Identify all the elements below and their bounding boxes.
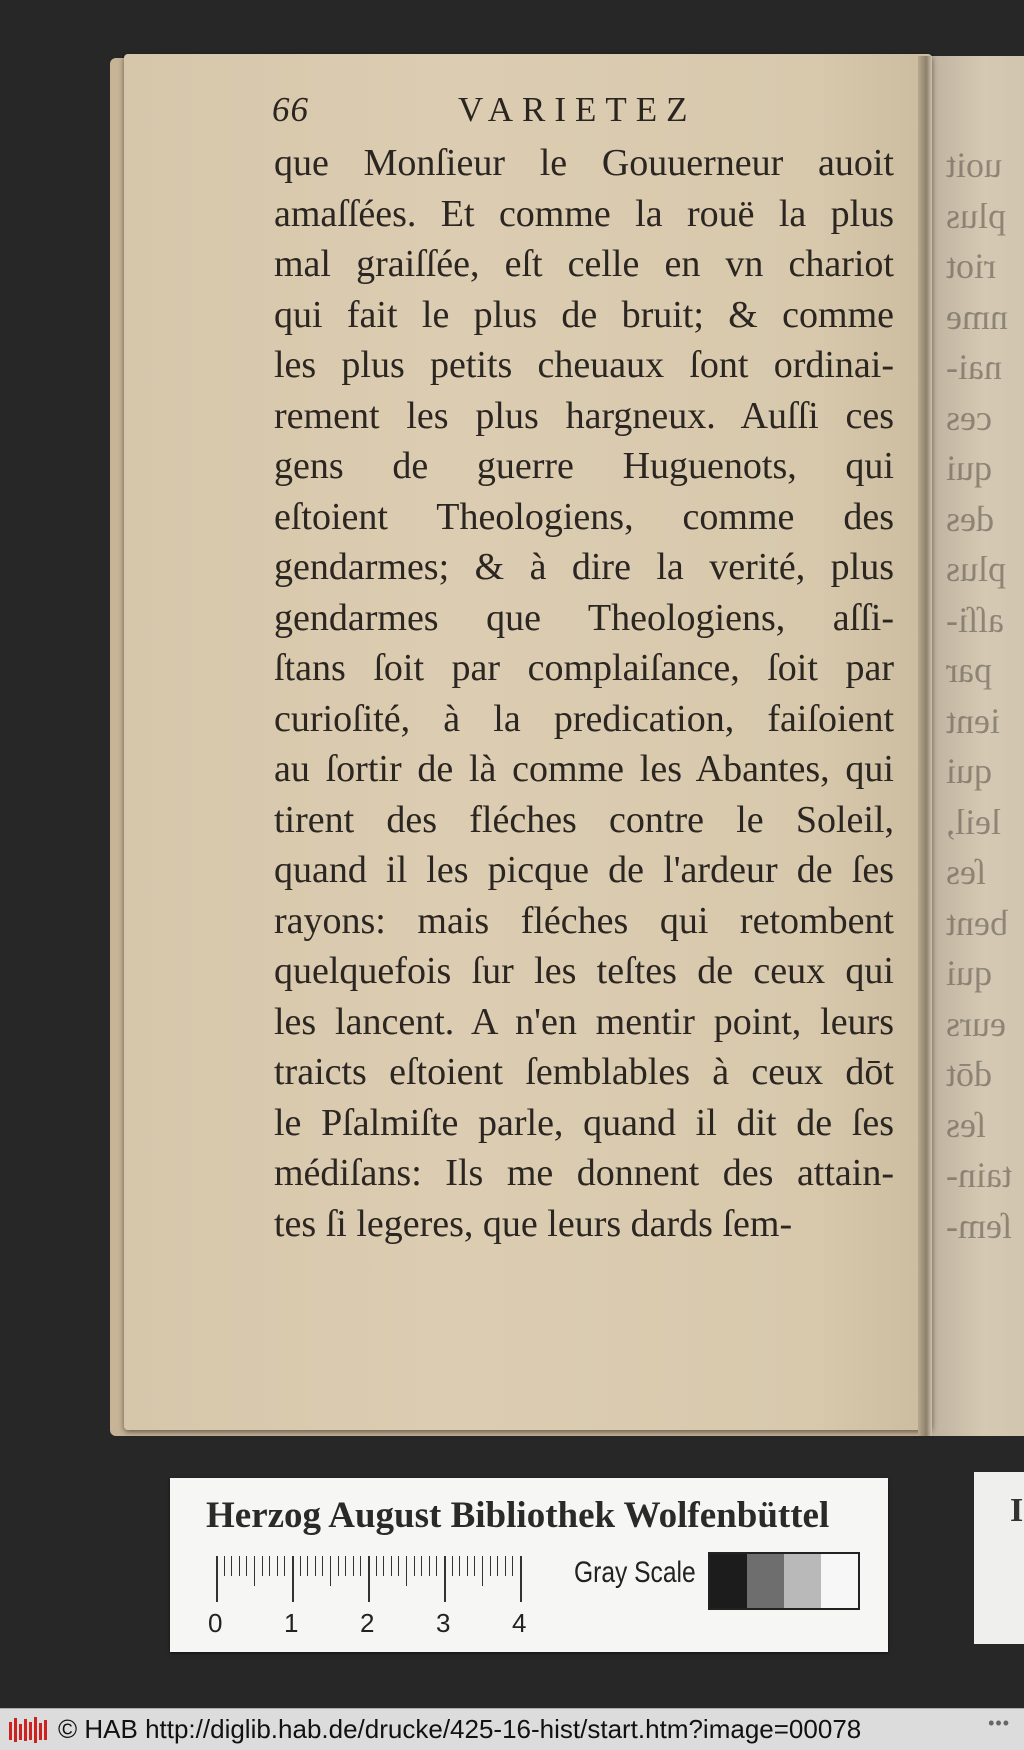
ruler-number: 2 (360, 1608, 375, 1638)
grayscale-swatch (747, 1554, 784, 1608)
ruler-tick (520, 1556, 522, 1602)
text-line: que Monſieur le Gouuerneur auoit (274, 142, 894, 184)
text-block (274, 138, 894, 1249)
grayscale-swatch (821, 1554, 858, 1608)
ruler-tick (452, 1556, 453, 1576)
ruler-tick (246, 1556, 247, 1576)
ruler-tick (292, 1556, 294, 1602)
text-line: les lancent. A n'en mentir point, leurs (274, 1000, 894, 1043)
text-line: eſtoient Theologiens, comme des (274, 495, 894, 538)
text-line: curioſité, à la predication, faiſoient (274, 697, 894, 740)
facing-page-fragment: plus (946, 195, 1007, 236)
ruler-tick (398, 1556, 399, 1576)
text-line: les plus petits cheuaux ſont ordinai- (274, 344, 894, 386)
text-line: médiſans: Ils me donnent des attain- (274, 1152, 894, 1194)
ruler-tick (360, 1556, 361, 1576)
ruler-tick (262, 1556, 263, 1576)
text-line: tirent des fléches contre le Soleil, (274, 798, 894, 841)
ruler-tick (467, 1556, 468, 1576)
facing-page-fragment: aſſi- (946, 599, 1004, 640)
facing-page-fragment: des (946, 498, 994, 539)
ruler-tick (284, 1556, 285, 1576)
facing-page-fragment: ient (946, 700, 1000, 741)
ruler-tick (459, 1556, 460, 1576)
grayscale-swatch (784, 1554, 821, 1608)
facing-page-fragment: ſem- (946, 1205, 1012, 1246)
text-line: gendarmes que Theologiens, aſſi- (274, 596, 894, 639)
text-line: traicts eſtoient ſemblables à ceux dōt (274, 1051, 894, 1093)
book-gutter (918, 56, 932, 1436)
facing-page-fragment: plus (946, 549, 1007, 589)
ruler-tick (490, 1556, 491, 1576)
ruler-tick (505, 1556, 506, 1576)
ruler-tick (353, 1556, 354, 1576)
ruler-tick (497, 1556, 498, 1576)
library-label-card (170, 1478, 888, 1652)
facing-page-fragment: bent (946, 902, 1008, 943)
facing-page-fragment: dōt (946, 1054, 993, 1094)
ruler-tick (330, 1556, 331, 1586)
text-line: qui fait le plus de bruit; & comme (274, 293, 894, 336)
ruler-tick (338, 1556, 339, 1576)
facing-page-fragment: riot (946, 246, 996, 286)
ruler-tick (307, 1556, 308, 1576)
running-title: VARIETEZ (458, 90, 697, 129)
ruler-tick (383, 1556, 384, 1576)
text-line: amaſſées. Et comme la rouë la plus (274, 192, 894, 235)
grayscale-swatch (710, 1554, 747, 1608)
ruler-tick (376, 1556, 377, 1576)
ruler-number: 1 (284, 1608, 299, 1638)
ruler-tick (444, 1556, 446, 1602)
ruler-tick (216, 1556, 218, 1602)
text-line: quand il les picque de l'ardeur de ſes (274, 849, 894, 891)
page-header (272, 90, 872, 130)
ruler-number: 0 (208, 1608, 223, 1638)
hab-logo-icon (8, 1716, 48, 1744)
ruler-tick (322, 1556, 323, 1576)
text-line: tes ſi legeres, que leurs dards ſem- (274, 1202, 793, 1245)
adjacent-label-letter: I (1010, 1492, 1024, 1529)
ruler-tick (277, 1556, 278, 1576)
facing-page-fragment: tain- (946, 1155, 1012, 1195)
facing-page-fragment: nme (946, 296, 1008, 337)
more-menu-icon[interactable]: ••• (988, 1713, 1010, 1733)
ruler-tick (345, 1556, 346, 1576)
ruler-tick (224, 1556, 225, 1576)
facing-page-fragment: qui (946, 448, 993, 488)
library-name: Herzog August Bibliothek Wolfenbüttel (206, 1495, 830, 1536)
ruler-tick (254, 1556, 255, 1586)
facing-page-fragment: nai- (946, 347, 1002, 387)
facing-page-fragment: par (946, 650, 992, 690)
text-line: gens de guerre Huguenots, qui (274, 445, 894, 487)
facing-page-edge (930, 56, 1024, 1436)
ruler-tick (239, 1556, 240, 1576)
ruler-tick (482, 1556, 483, 1586)
copyright-link[interactable]: © HAB http://diglib.hab.de/drucke/425-16-hist/start.htm?image=00078 (58, 1714, 862, 1744)
ruler-tick (414, 1556, 415, 1576)
facing-page-fragment: ſes (946, 1104, 986, 1145)
ruler-tick (512, 1556, 513, 1576)
text-line: ſtans ſoit par complaiſance, ſoit par (274, 647, 894, 689)
facing-page-fragment: leil, (946, 801, 1001, 842)
text-line: rement les plus hargneux. Auſſi ces (274, 394, 894, 437)
ruler-number: 4 (512, 1608, 527, 1638)
facing-page-fragment: qui (946, 751, 993, 791)
ruler-tick (391, 1556, 392, 1576)
ruler-tick (315, 1556, 316, 1576)
ruler-tick (474, 1556, 475, 1576)
viewer-footer (0, 1708, 1024, 1750)
facing-page-fragment: ſes (946, 852, 986, 892)
ruler-tick (421, 1556, 422, 1576)
text-line: quelquefois ſur les teſtes de ceux qui (274, 950, 894, 992)
adjacent-label-card (974, 1472, 1024, 1644)
ruler-tick (300, 1556, 301, 1576)
grayscale-label: Gray Scale (574, 1556, 696, 1589)
ruler-number: 3 (436, 1608, 451, 1638)
facing-page-fragment: ces (946, 397, 992, 438)
measurement-ruler (210, 1556, 550, 1646)
text-line: le Pſalmiſte parle, quand il dit de ſes (274, 1101, 894, 1144)
ruler-tick (406, 1556, 407, 1586)
ruler-tick (436, 1556, 437, 1576)
facing-page-fragment: eurs (946, 1003, 1006, 1044)
ruler-tick (429, 1556, 430, 1576)
text-line: gendarmes; & à dire la verité, plus (274, 546, 894, 588)
ruler-tick (269, 1556, 270, 1576)
text-line: rayons: mais fléches qui retombent (274, 899, 894, 942)
ruler-tick (231, 1556, 232, 1576)
ruler-tick (368, 1556, 370, 1602)
facing-page-fragment: uoit (946, 145, 1003, 185)
page-number: 66 (272, 90, 309, 129)
grayscale-bar (708, 1552, 860, 1610)
facing-page-fragment: qui (946, 953, 993, 993)
text-line: mal graiſſée, eſt celle en vn chariot (274, 243, 894, 285)
text-line: au ſortir de là comme les Abantes, qui (274, 748, 894, 790)
